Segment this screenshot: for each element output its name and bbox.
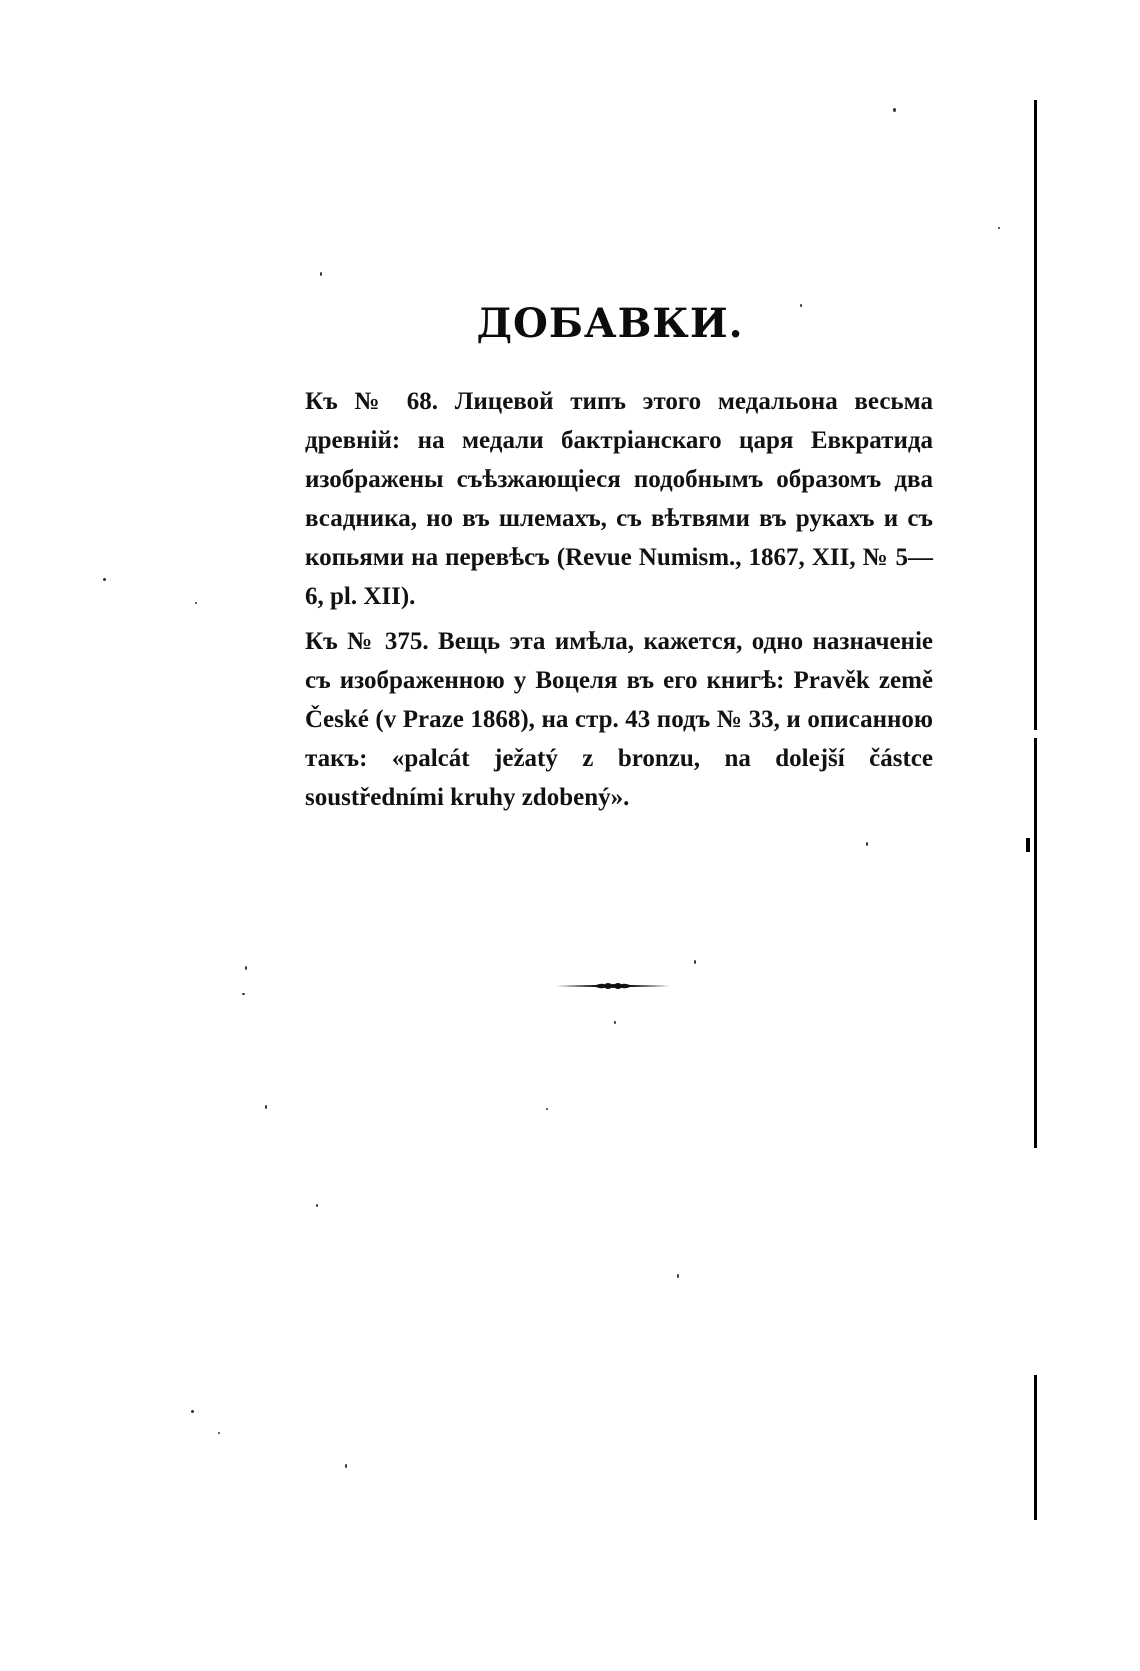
- scan-speck: [677, 1274, 679, 1278]
- scan-speck: [694, 960, 696, 964]
- scan-speck: [245, 966, 247, 970]
- scan-edge-mark: [1026, 838, 1030, 852]
- addendum-entry-68: [305, 382, 933, 616]
- scan-speck: [800, 304, 802, 307]
- scan-speck: [998, 227, 1000, 229]
- addendum-entry-375: [305, 622, 933, 817]
- scan-speck: [191, 1410, 194, 1413]
- scan-speck: [893, 108, 896, 112]
- scan-speck: [195, 602, 197, 604]
- scan-speck: [103, 578, 106, 581]
- entry-text: Лицевой типъ этого медальона весьма древній: на медали бактріанскаго царя Евкратида изображены съѣзжающіеся подобнымъ образомъ два всадника, но въ шлемахъ, съ вѣтвями въ рукахъ и съ копьями на перевѣсъ (Revue Numism., 1867, XII, № 5—6, pl. XII).: [305, 388, 933, 610]
- scan-speck: [345, 1464, 347, 1468]
- scan-edge-mark: [1034, 1375, 1037, 1520]
- scan-speck: [614, 1021, 616, 1024]
- scan-edge-mark: [1034, 100, 1037, 730]
- scan-speck: [242, 993, 245, 995]
- entry-reference: Къ № 68.: [305, 388, 439, 415]
- scan-speck: [866, 842, 868, 846]
- scan-speck: [265, 1105, 267, 1109]
- entry-reference: Къ № 375.: [305, 628, 429, 655]
- scan-speck: [218, 1432, 220, 1434]
- scan-speck: [546, 1108, 548, 1110]
- page-title: ДОБАВКИ.: [476, 300, 744, 347]
- scan-speck: [320, 272, 322, 276]
- scan-edge-mark: [1034, 738, 1037, 1148]
- divider-ornament-icon: [556, 980, 670, 992]
- scan-speck: [316, 1204, 318, 1207]
- entry-text: Вещь эта имѣла, кажется, одно назначеніе съ изображенною у Воцеля въ его книгѣ: Pravěk země České (v Praze 1868), на стр. 43 подъ № 33, и описанною такъ: «palcát ježatý z bronzu, na dolejší částce soustředními kruhy zdobený».: [305, 628, 934, 811]
